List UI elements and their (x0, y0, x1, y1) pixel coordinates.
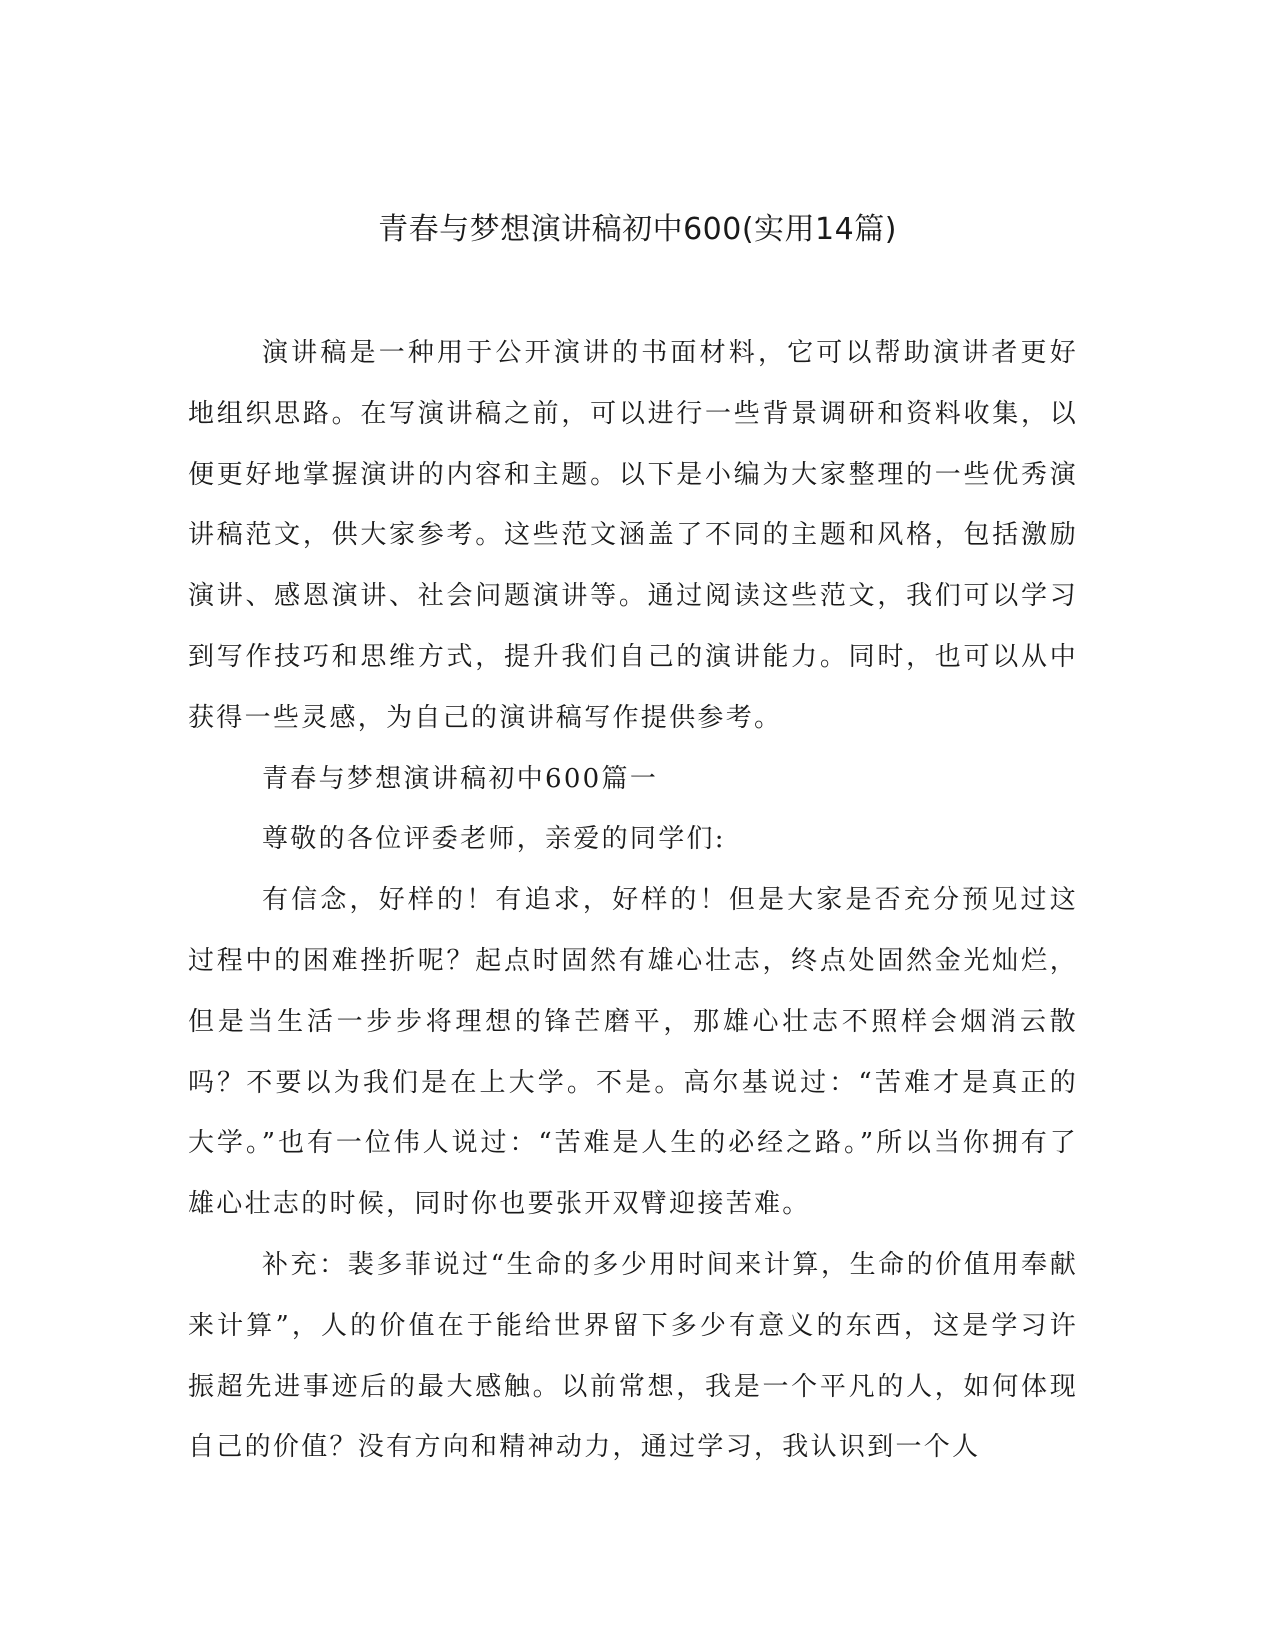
section-heading: 青春与梦想演讲稿初中600篇一 (262, 763, 659, 794)
intro-paragraph: 演讲稿是一种用于公开演讲的书面材料，它可以帮助演讲者更好地组织思路。在写演讲稿之前，可以进行一些背景调研和资料收集，以便更好地掌握演讲的内容和主题。以下是小编为大家整理的一些优秀演讲稿范文，供大家参考。这些范文涵盖了不同的主题和风格，包括激励演讲、感恩演讲、社会问题演讲等。通过阅读这些范文，我们可以学习到写作技巧和思维方式，提升我们自己的演讲能力。同时，也可以从中获得一些灵感，为自己的演讲稿写作提供参考。 (188, 338, 1078, 733)
document-title: 青春与梦想演讲稿初中600(实用14篇) (378, 212, 897, 247)
body-paragraph-1: 有信念，好样的！有追求，好样的！但是大家是否充分预见过这过程中的困难挫折呢？起点时固然有雄心壮志，终点处固然金光灿烂，但是当生活一步步将理想的锋芒磨平，那雄心壮志不照样会烟消云散吗？不要以为我们是在上大学。不是。高尔基说过：“苦难才是真正的大学。”也有一位伟人说过：“苦难是人生的必经之路。”所以当你拥有了雄心壮志的时候，同时你也要张开双臂迎接苦难。 (188, 885, 1078, 1220)
salutation-paragraph: 尊敬的各位评委老师，亲爱的同学们: (262, 824, 726, 855)
document-body (188, 323, 1078, 1478)
body-paragraph-2: 补充：裴多菲说过“生命的多少用时间来计算，生命的价值用奉献来计算”，人的价值在于能给世界留下多少有意义的东西，这是学习许振超先进事迹后的最大感触。以前常想，我是一个平凡的人，如何体现自己的价值？没有方向和精神动力，通过学习，我认识到一个人 (188, 1249, 1078, 1463)
